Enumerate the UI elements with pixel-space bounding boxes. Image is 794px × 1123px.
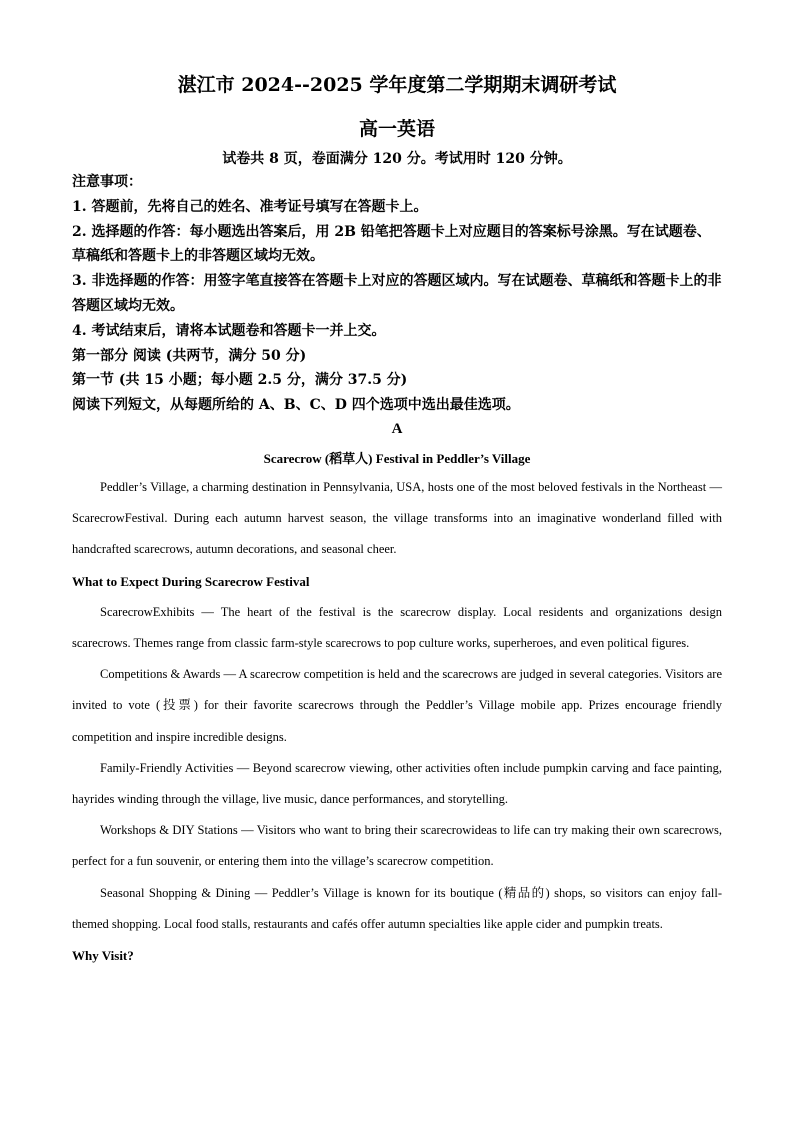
- note-item-3: 3. 非选择题的作答：用签字笔直接答在答题卡上对应的答题区域内。写在试题卷、草稿纸和答题卡上的非答题区域均无效。: [72, 273, 722, 314]
- passage-intro: Peddler’s Village, a charming destination in Pennsylvania, USA, hosts one of the most beloved festivals in the Northeast — ScarecrowFestival. During each autumn harvest season, the village transforms into an imaginative wonderland filled with handcrafted scarecrows, autumn decorations, and seasonal cheer.: [72, 480, 722, 557]
- passage-paragraph-activities: Family-Friendly Activities — Beyond scarecrow viewing, other activities often include pumpkin carving and face painting, hayrides winding through the village, live music, dance performances, and storytelling.: [72, 760, 722, 807]
- passage-paragraph-exhibits: ScarecrowExhibits — The heart of the festival is the scarecrow display. Local residents and organizations design scarecrows. Themes range from classic farm-style scarecrows to pop culture works, superheroes, and even political figures.: [72, 604, 722, 651]
- note-item-2: 2. 选择题的作答：每小题选出答案后，用 2B 铅笔把答题卡上对应题目的答案标号涂黑。写在试题卷、草稿纸和答题卡上的非答题区域均无效。: [72, 223, 711, 265]
- note-item-1: 1. 答题前，先将自己的姓名、准考证号填写在答题卡上。: [72, 198, 428, 215]
- notes-block: [72, 170, 722, 418]
- passage-title: Scarecrow (稻草人) Festival in Peddler’s Village: [263, 451, 531, 466]
- passage-body: [72, 472, 722, 971]
- exam-title: 湛江市 2024--2025 学年度第二学期期末调研考试: [177, 74, 617, 96]
- section-heading: 第一节 (共 15 小题；每小题 2.5 分，满分 37.5 分): [72, 372, 408, 389]
- passage-heading-why: Why Visit?: [72, 948, 134, 964]
- notes-heading: 注意事项：: [72, 174, 142, 190]
- note-item-4: 4. 考试结束后，请将本试题卷和答题卡一并上交。: [72, 322, 386, 339]
- reading-instruction: 阅读下列短文，从每题所给的 A、B、C、D 四个选项中选出最佳选项。: [72, 397, 520, 414]
- passage-paragraph-competitions: Competitions & Awards — A scarecrow competition is held and the scarecrows are judged in several categories. Visitors are invited to vote (投票) for their favorite scarecrows through the Peddler’s Village mobile app. Prizes encourage friendly competition and inspire incredible designs.: [72, 667, 722, 744]
- passage-heading-expect: What to Expect During Scarecrow Festival: [72, 573, 310, 589]
- passage-paragraph-shopping: Seasonal Shopping & Dining — Peddler’s Village is known for its boutique (精品的) shops, so visitors can enjoy fall-themed shopping. Local food stalls, restaurants and cafés offer autumn specialties like apple cider and pumpkin treats.: [72, 885, 722, 931]
- passage-letter: A: [391, 421, 403, 437]
- exam-info: 试卷共 8 页，卷面满分 120 分。考试用时 120 分钟。: [222, 151, 572, 167]
- subject-title: 高一英语: [358, 118, 435, 140]
- passage-paragraph-workshops: Workshops & DIY Stations — Visitors who want to bring their scarecrowideas to life can try making their own scarecrows, perfect for a fun souvenir, or entering them into the village’s scarecrow competition.: [72, 823, 722, 869]
- part-heading: 第一部分 阅读 (共两节，满分 50 分): [72, 347, 307, 364]
